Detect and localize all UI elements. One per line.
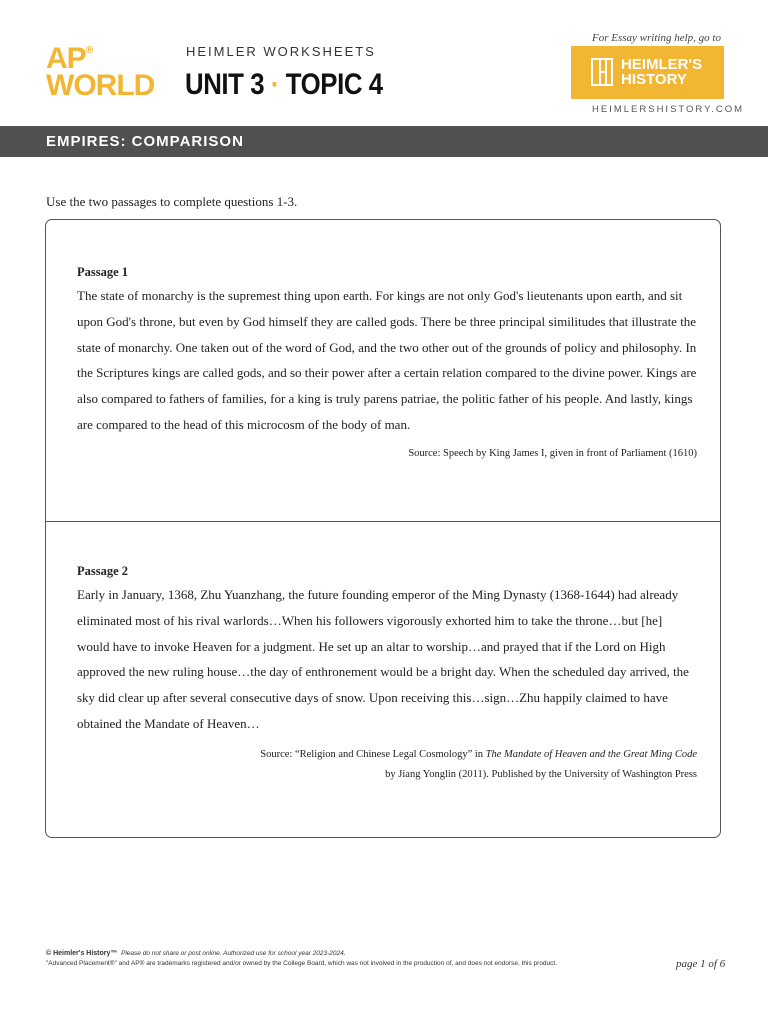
heimler-h-icon [591, 58, 613, 86]
passage-text: Early in January, 1368, Zhu Yuanzhang, the future founding emperor of the Ming Dynasty (1368-1644) had already eliminated most of his rival warlords…When his followers vigorously exhorted him to take the throne…but [he] would have to invoke Heaven for a judgment. He set up an altar to worship…and prayed that if the Lord on High approved the new ruling house…the day of enthronement would be a bright day. When the scheduled day arrived, the sky did clear up after several consecutive days of snow. Upon receiving this…sign…Zhu happily claimed to have obtained the Mandate of Heaven… [77, 587, 689, 731]
brand-name: HEIMLER'S HISTORY [621, 56, 703, 88]
source-book-title: The Mandate of Heaven and the Great Ming Code [485, 748, 697, 760]
source-prefix: Source: “Religion and Chinese Legal Cosmology” in [260, 748, 486, 760]
passage-source [77, 745, 697, 785]
source-line-2: by Jiang Yonglin (2011). Published by the University of Washington Press [385, 768, 697, 780]
footer-copyright: © Heimler's History™ [46, 950, 118, 957]
help-text: For Essay writing help, go to [592, 32, 721, 44]
footer [46, 949, 557, 969]
unit-topic-title [185, 68, 383, 102]
passage-1 [77, 265, 697, 464]
page-number: page 1 of 6 [676, 958, 726, 970]
footer-trademark: "Advanced Placement®" and AP® are trademarks registered and/or owned by the College Board, which was not involved in the production of, and does not endorse, this product. [46, 960, 558, 967]
footer-notice: Please do not share or post online. Authorized use for school year 2023-2024. [121, 950, 346, 957]
series-label: HEIMLER WORKSHEETS [186, 44, 376, 59]
unit-label: UNIT 3 [185, 68, 265, 101]
section-banner [0, 126, 768, 157]
ap-world-logo: AP® WORLD [46, 42, 155, 102]
instructions: Use the two passages to complete questions 1-3. [46, 194, 298, 209]
passages-panel [45, 219, 721, 838]
passage-title: Passage 2 [77, 564, 129, 578]
title-separator: · [270, 68, 280, 101]
topic-label: TOPIC 4 [285, 68, 383, 101]
passage-text: The state of monarchy is the supremest thing upon earth. For kings are not only God's lieutenants upon earth, and sit upon God's throne, but even by God himself they are called gods. There be three principal similitudes that illustrate the state of monarchy. One taken out of the word of God, and the two other out of the grounds of policy and philosophy. In the Scriptures kings are called gods, and so their power after a certain relation compared to the divine power. Kings are also compared to fathers of families, for a king is truly parens patriae, the politic father of his people. And lastly, kings are compared to the head of this microcosm of the body of man. [77, 288, 697, 432]
site-link[interactable]: HEIMLERSHISTORY.COM [592, 104, 745, 115]
section-title: EMPIRES: COMPARISON [46, 133, 244, 150]
passage-title: Passage 1 [77, 265, 129, 279]
passage-2 [77, 564, 697, 785]
passage-source: Source: Speech by King James I, given in front of Parliament (1610) [408, 447, 697, 459]
heimlers-history-logo[interactable] [571, 46, 724, 99]
passage-divider [46, 521, 720, 522]
